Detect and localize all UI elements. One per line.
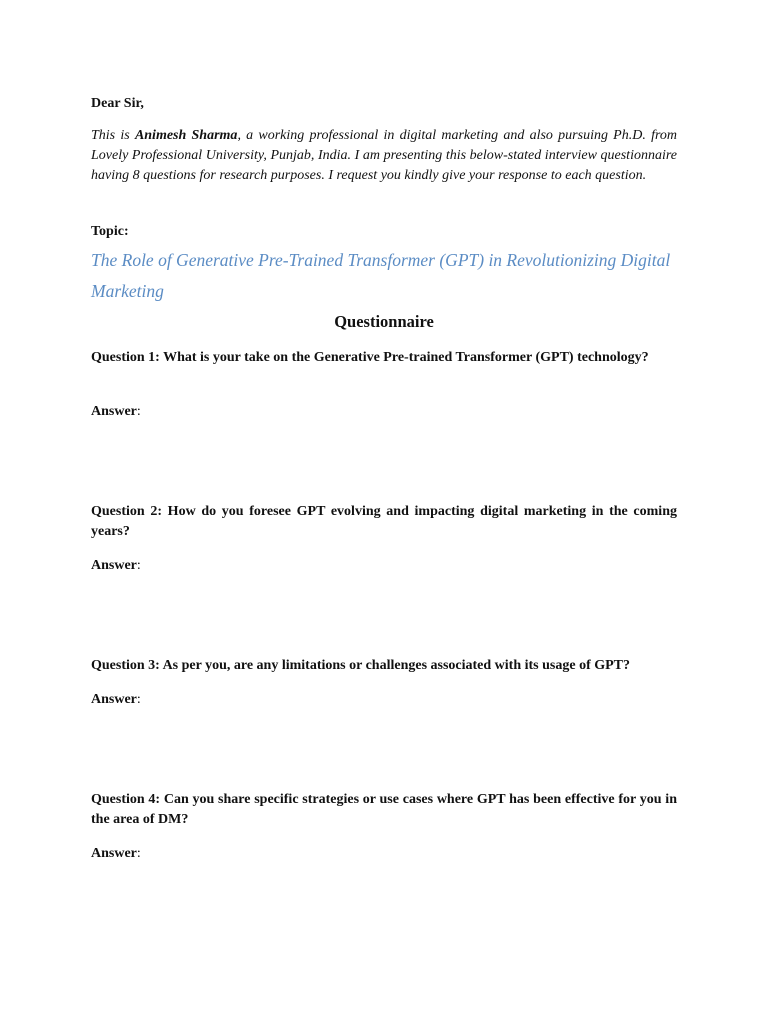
answer-colon: : [136, 846, 141, 861]
greeting: Dear Sir, [91, 96, 144, 111]
answer-label: Answer [91, 692, 137, 707]
question-3: Question 3: As per you, are any limitations or challenges associated with its usage of GPT? [91, 658, 631, 673]
answer-2 [91, 556, 677, 576]
answer-1 [91, 402, 677, 422]
answer-4 [91, 844, 677, 864]
intro-prefix: This is [91, 128, 135, 143]
topic-title: The Role of Generative Pre-Trained Transformer (GPT) in Revolutionizing Digital Marketing [91, 250, 671, 301]
answer-colon: : [136, 404, 141, 419]
answer-label: Answer [91, 846, 137, 861]
question-4: Question 4: Can you share specific strategies or use cases where GPT has been effective for you in the area of DM? [91, 792, 677, 827]
answer-label: Answer [91, 404, 137, 419]
answer-label: Answer [91, 558, 137, 573]
question-2: Question 2: How do you foresee GPT evolving and impacting digital marketing in the coming years? [91, 504, 677, 539]
answer-3 [91, 690, 677, 710]
topic-label: Topic: [91, 224, 129, 239]
author-name: Animesh Sharma [134, 128, 238, 143]
question-1: Question 1: What is your take on the Generative Pre-trained Transformer (GPT) technology? [91, 350, 649, 365]
questionnaire-title: Questionnaire [334, 312, 434, 331]
intro-paragraph [91, 126, 677, 186]
intro-suffix: , a working professional in digital marketing and also pursuing Ph.D. from Lovely Professional University, Punjab, India. I am presenting this below-stated interview questionnaire having 8 questions for research purposes. I request you kindly give your response to each question. [91, 128, 678, 183]
answer-colon: : [136, 692, 141, 707]
answer-colon: : [136, 558, 141, 573]
